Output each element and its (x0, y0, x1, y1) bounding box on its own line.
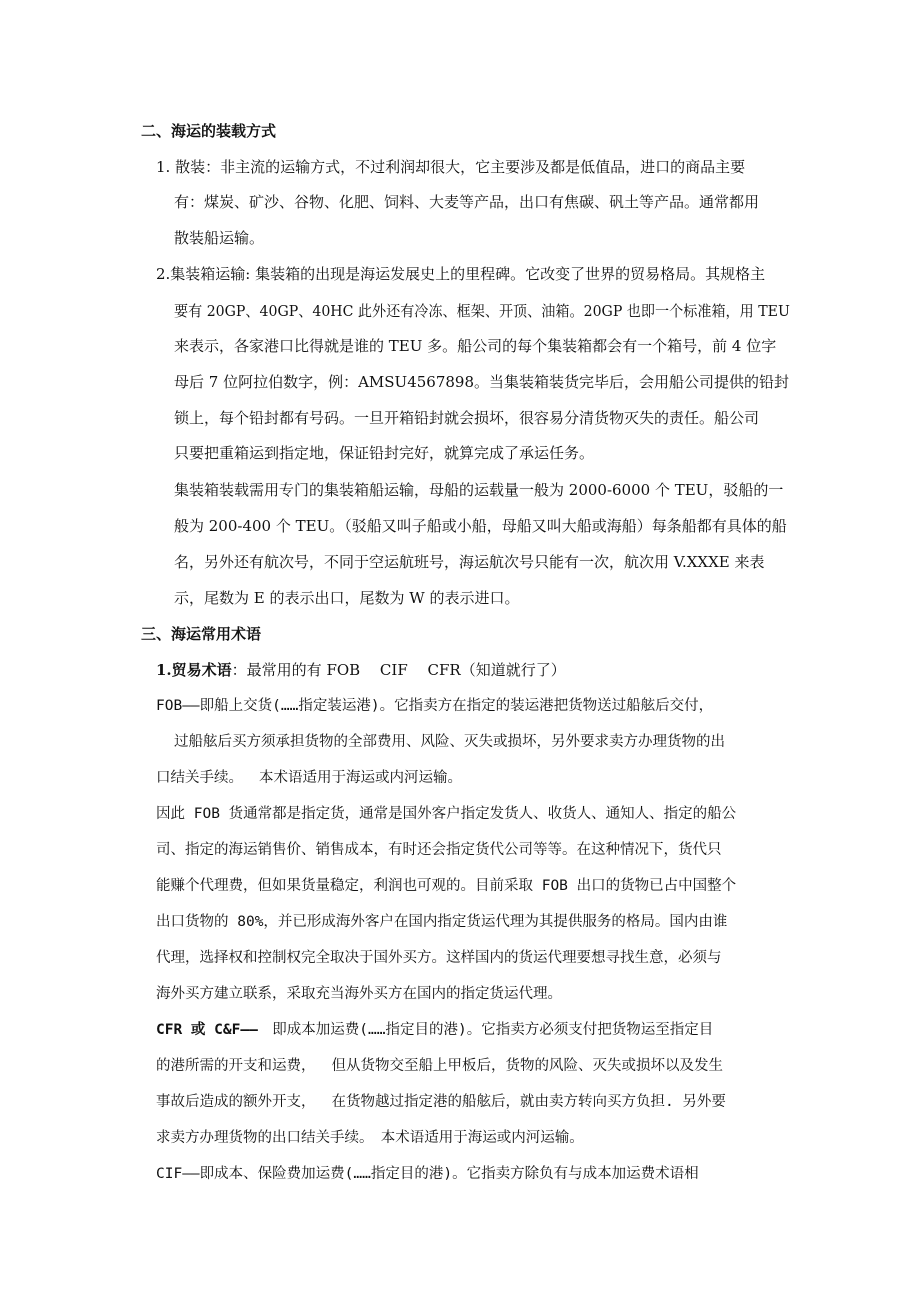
term1-line (156, 660, 566, 680)
item2-para2-line-4: 示，尾数为 E 的表示出口，尾数为 W 的表示进口。 (174, 589, 520, 607)
cfr-label: CFR 或 C&F—— (156, 1022, 258, 1038)
cfr-line-4: 求卖方办理货物的出口结关手续。 本术语适用于海运或内河运输。 (156, 1130, 584, 1146)
term1-text: ：最常用的有 FOB CIF CFR（知道就行了） (231, 661, 566, 679)
fob-para2-line-4: 出口货物的 80%，并已形成海外客户在国内指定货运代理为其提供服务的格局。国内由谁 (156, 914, 728, 930)
cfr-first: 即成本加运费(……指定目的港)。它指卖方必须支付把货物运至指定目 (257, 1022, 714, 1038)
fob-line-3: 口结关手续。 本术语适用于海运或内河运输。 (156, 770, 462, 786)
cfr-line-3: 事故后造成的额外开支， 在货物越过指定港的船舷后，就由卖方转向买方负担. 另外要 (156, 1094, 726, 1110)
fob-para2-line-1: 因此 FOB 货通常都是指定货，通常是国外客户指定发货人、收货人、通知人、指定的船公 (156, 806, 737, 822)
section-heading-3: 三、海运常用术语 (141, 625, 262, 643)
item2-line-2: 要有 20GP、40GP、40HC 此外还有冷冻、框架、开顶、油箱。20GP 也即一个标准箱，用 TEU (174, 302, 790, 320)
fob-line-1: FOB——即船上交货(……指定装运港)。它指卖方在指定的装运港把货物送过船舷后交付， (156, 698, 714, 714)
cfr-line-1 (156, 1020, 713, 1040)
fob-para2-line-2: 司、指定的海运销售价、销售成本，有时还会指定货代公司等等。在这种情况下，货代只 (156, 842, 722, 858)
cfr-line-2: 的港所需的开支和运费， 但从货物交至船上甲板后，货物的风险、灭失或损坏以及发生 (156, 1058, 723, 1074)
item1-line-3: 散装船运输。 (174, 229, 265, 247)
term1-label: 1.贸易术语 (156, 661, 232, 679)
fob-para2-line-5: 代理，选择权和控制权完全取决于国外买方。这样国内的货运代理要想寻找生意，必须与 (156, 950, 722, 966)
item2-para2-line-1: 集装箱装载需用专门的集装箱船运输，母船的运载量一般为 2000-6000 个 TEU，驳船的一 (174, 481, 784, 499)
cif-line-1: CIF——即成本、保险费加运费(……指定目的港)。它指卖方除负有与成本加运费术语相 (156, 1166, 699, 1182)
item2-line-6: 只要把重箱运到指定地，保证铅封完好，就算完成了承运任务。 (174, 444, 595, 462)
fob-para2-line-3: 能赚个代理费，但如果货量稳定，利润也可观的。目前采取 FOB 出口的货物已占中国整个 (156, 878, 737, 894)
item2-line-4: 母后 7 位阿拉伯数字，例：AMSU4567898。当集装箱装货完毕后，会用船公司提供的铅封 (174, 373, 789, 391)
item2-line-5: 锁上，每个铅封都有号码。一旦开箱铅封就会损坏，很容易分清货物灭失的责任。船公司 (174, 409, 760, 427)
item2-para2-line-2: 般为 200-400 个 TEU。（驳船又叫子船或小船，母船又叫大船或海船）每条船都有具体的船 (174, 517, 787, 535)
item1-line-2: 有：煤炭、矿沙、谷物、化肥、饲料、大麦等产品，出口有焦碳、矾土等产品。通常都用 (174, 193, 760, 211)
item2-para2-line-3: 名，另外还有航次号，不同于空运航班号，海运航次号只能有一次，航次用 V.XXXE 来表 (174, 553, 765, 571)
item2-line-1: 2.集装箱运输: 集装箱的出现是海运发展史上的里程碑。它改变了世界的贸易格局。其规格主 (156, 265, 766, 283)
section-heading-2: 二、海运的装载方式 (141, 122, 277, 140)
item2-line-3: 来表示，各家港口比得就是谁的 TEU 多。船公司的每个集装箱都会有一个箱号，前 4 位字 (174, 337, 777, 355)
fob-para2-line-6: 海外买方建立联系，采取充当海外买方在国内的指定货运代理。 (156, 986, 562, 1002)
item1-line-1: 1. 散装：非主流的运输方式，不过利润却很大，它主要涉及都是低值品，进口的商品主要 (156, 158, 746, 176)
fob-line-2: 过船舷后买方须承担货物的全部费用、风险、灭失或损坏，另外要求卖方办理货物的出 (174, 734, 725, 750)
